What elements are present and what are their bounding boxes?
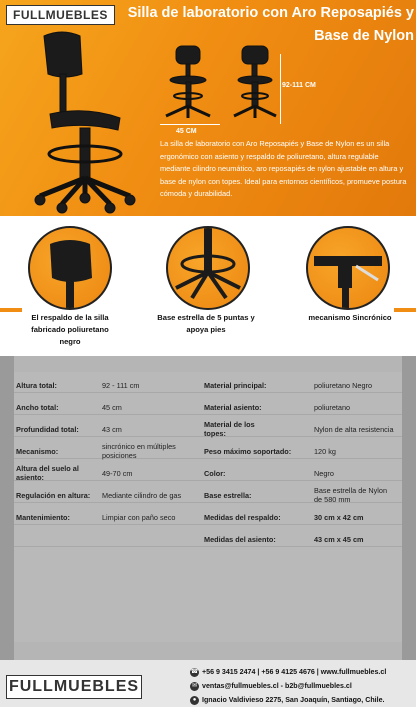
table-row: [14, 458, 402, 459]
spec-value: 120 kg: [314, 447, 336, 456]
contact-address: [192, 695, 385, 706]
spec-value: 49-70 cm: [102, 469, 133, 478]
contact-address-text: Ignacio Valdivieso 2275, San Joaquín, Santiago, Chile.: [202, 696, 385, 704]
features-section: [0, 216, 416, 356]
feature-mechanism-image: [306, 226, 390, 310]
table-row: [14, 414, 402, 415]
table-row: [14, 546, 402, 547]
table-row: [14, 392, 402, 393]
spec-label: Altura total:: [16, 381, 57, 390]
spec-value: Limpiar con paño seco: [102, 513, 176, 522]
backrest-icon: [30, 228, 110, 308]
spec-label: Material principal:: [204, 381, 267, 390]
email-icon: ✉: [191, 683, 198, 689]
width-dimension-label: 45 CM: [176, 128, 197, 135]
specifications-table: [14, 372, 402, 642]
spec-value: sincrónico en múltiples posiciones: [102, 442, 176, 460]
chair-main-image: [22, 26, 142, 214]
product-title: Silla de laboratorio con Aro Reposapiés y Base de Nylon: [127, 5, 414, 44]
location-icon: ●: [190, 696, 199, 705]
contact-phones[interactable]: [190, 667, 387, 678]
spec-label: Mecanismo:: [16, 447, 59, 456]
contact-phones-text: +56 9 3415 2474 | +56 9 4125 4676 | www.fullmuebles.cl: [202, 668, 387, 676]
table-row: [14, 524, 402, 525]
spec-value: poliuretano: [314, 403, 351, 412]
feature-base-image: [166, 226, 250, 310]
contact-emails-text: ventas@fullmuebles.cl - b2b@fullmuebles.cl: [202, 682, 352, 690]
chair-front-view-image: [228, 44, 282, 124]
panel-edge-left: [0, 356, 14, 660]
spec-value: Nylon de alta resistencia: [314, 425, 394, 434]
spec-value: Negro: [314, 469, 334, 478]
spec-label: Profundidad total:: [16, 425, 79, 434]
contact-emails[interactable]: [191, 681, 352, 692]
feature-backrest-label: El respaldo de la silla fabricado poliuretano negro: [31, 313, 109, 346]
spec-value: Mediante cilindro de gas: [102, 491, 182, 500]
panel-edge-right: [402, 356, 416, 660]
width-dimension-line: [160, 124, 220, 125]
spec-value: 30 cm x 42 cm: [314, 513, 364, 522]
feature-base-label: Base estrella de 5 puntas y apoya pies: [157, 313, 255, 334]
height-dimension-line: [280, 54, 281, 124]
spec-value: 92 - 111 cm: [102, 381, 140, 390]
spec-value: 43 cm x 45 cm: [314, 535, 364, 544]
accent-bar-left: [0, 308, 22, 312]
feature-backrest-image: [28, 226, 112, 310]
spec-label: Peso máximo soportado:: [204, 447, 292, 456]
spec-label: Material asiento:: [204, 403, 262, 412]
mechanism-icon: [308, 228, 388, 308]
product-description: La silla de laboratorio con Aro Reposapiés y Base de Nylon es un silla ergonómico con asiento y respaldo de poliuretano, altura regulable mediante cilindro neumático, aro reposapiés de nylon ajustable en altura y base de nylon con topes. Ideal para entornos científicos, promueve postura cómoda y durabilidad.: [160, 139, 407, 199]
spec-label: Base estrella:: [204, 491, 252, 500]
spec-value: 43 cm: [102, 425, 122, 434]
spec-value: poliuretano Negro: [314, 381, 373, 390]
phone-icon: ☎: [190, 669, 199, 675]
spec-label: Material de los topes:: [204, 420, 255, 438]
spec-label: Regulación en altura:: [16, 491, 91, 500]
chair-side-view-image: [160, 44, 218, 124]
spec-label: Color:: [204, 469, 226, 478]
height-dimension-label: 92-111 CM: [282, 82, 316, 89]
spec-label: Altura del suelo al asiento:: [16, 464, 79, 482]
spec-label: Mantenimiento:: [16, 513, 70, 522]
hero-banner: [0, 0, 416, 216]
brand-logo[interactable]: FULLMUEBLES: [6, 5, 115, 25]
spec-label: Ancho total:: [16, 403, 59, 412]
footer: [0, 660, 416, 707]
spec-value: 45 cm: [102, 403, 122, 412]
spec-label: Medidas del asiento:: [204, 535, 276, 544]
star-base-icon: [168, 228, 248, 308]
spec-label: Medidas del respaldo:: [204, 513, 281, 522]
specifications-section: [0, 356, 416, 660]
spec-value: Base estrella de Nylon de 580 mm: [314, 486, 388, 504]
feature-mechanism-label: mecanismo Sincrónico: [308, 313, 392, 322]
footer-logo[interactable]: FULLMUEBLES: [6, 675, 142, 699]
